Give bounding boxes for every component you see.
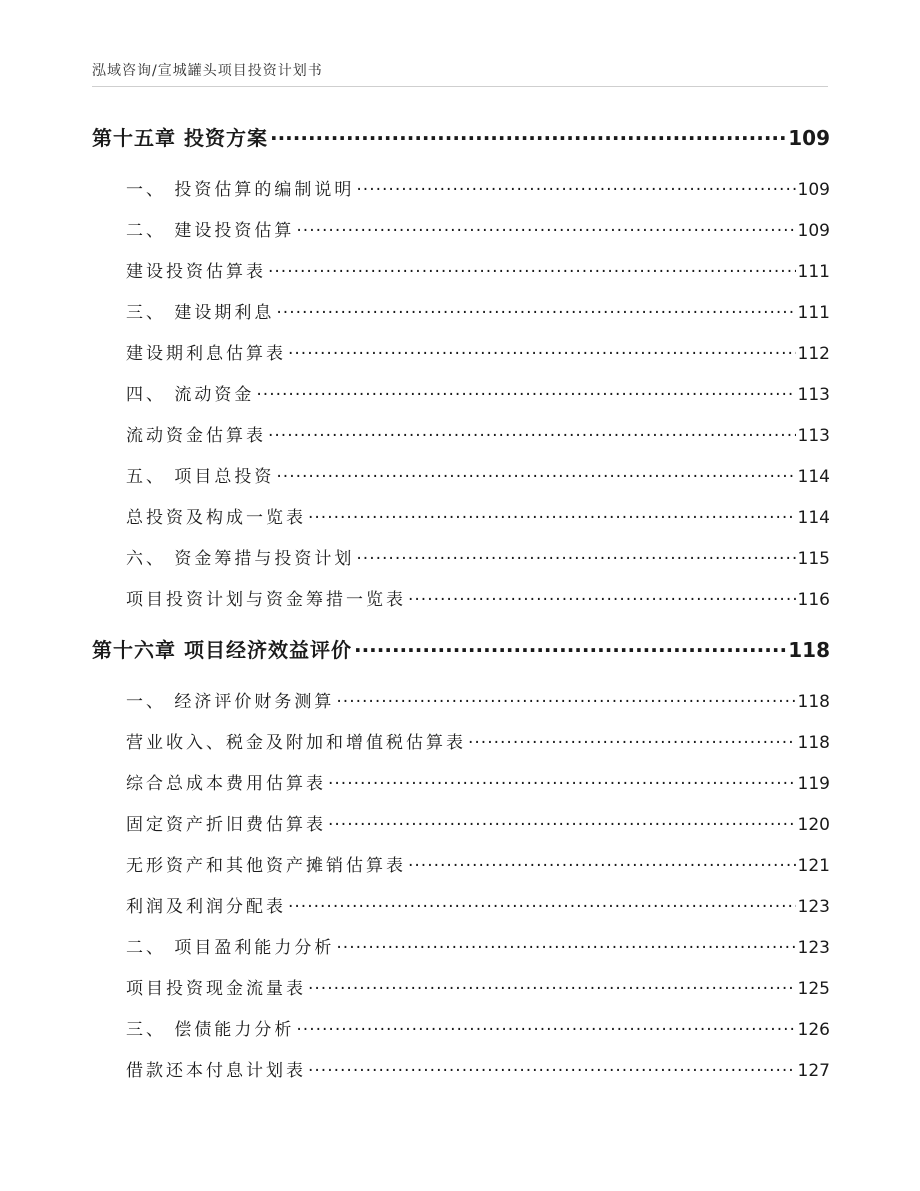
header-divider [92,86,828,87]
toc-entry-title: 利润及利润分配表 [126,897,286,917]
toc-entry[interactable] [92,974,830,1002]
dot-leader [296,1018,795,1035]
toc-chapter-16[interactable] [92,634,830,668]
toc-entry-title: 三、 建设期利息 [126,303,275,323]
dot-leader [276,301,795,318]
toc-entry[interactable] [92,421,830,449]
toc-entry[interactable] [92,503,830,531]
toc-entry-page: 120 [797,815,830,835]
toc-entry[interactable] [92,175,830,203]
toc-entry-page: 121 [797,856,830,876]
dot-leader [356,178,795,195]
dot-leader [354,637,786,657]
dot-leader [268,260,796,277]
toc-entry-title: 借款还本付息计划表 [126,1061,306,1081]
toc-entry-page: 115 [797,549,830,569]
toc-entry-title: 三、 偿债能力分析 [126,1020,295,1040]
toc-entry[interactable] [92,728,830,756]
toc-entry[interactable] [92,298,830,326]
dot-leader [288,895,796,912]
toc-entry-title: 建设期利息估算表 [126,344,286,364]
toc-entry-title: 二、 项目盈利能力分析 [126,938,335,958]
toc-entry-page: 109 [788,126,830,150]
toc-entry[interactable] [92,810,830,838]
toc-entry-title: 无形资产和其他资产摊销估算表 [126,856,406,876]
toc-entry-page: 123 [797,897,830,917]
toc-entry[interactable] [92,339,830,367]
dot-leader [356,547,795,564]
toc-entry[interactable] [92,380,830,408]
toc-entry-page: 118 [797,692,830,712]
toc-entry-page: 127 [797,1061,830,1081]
toc-entry-page: 114 [797,467,830,487]
toc-chapter-15[interactable] [92,122,830,156]
toc-entry-page: 116 [797,590,830,610]
toc-entry-title: 二、 建设投资估算 [126,221,295,241]
dot-leader [336,936,795,953]
toc-entry[interactable] [92,462,830,490]
toc-entry[interactable] [92,892,830,920]
dot-leader [270,125,786,145]
toc-entry-title: 五、 项目总投资 [126,467,275,487]
toc-entry-page: 109 [797,180,830,200]
dot-leader [296,219,795,236]
toc-entry[interactable] [92,769,830,797]
toc-entry-title: 一、 经济评价财务测算 [126,692,335,712]
toc-entry-title: 综合总成本费用估算表 [126,774,326,794]
dot-leader [408,588,796,605]
toc-entry-page: 113 [797,426,830,446]
dot-leader [308,1059,796,1076]
toc-entry-page: 112 [797,344,830,364]
dot-leader [308,506,796,523]
toc-entry-title: 固定资产折旧费估算表 [126,815,326,835]
toc-entry[interactable] [92,544,830,572]
toc-entry-title: 流动资金估算表 [126,426,266,446]
dot-leader [328,772,796,789]
toc-entry-page: 114 [797,508,830,528]
toc-entry-title: 建设投资估算表 [126,262,266,282]
toc-entry[interactable] [92,257,830,285]
toc-entry[interactable] [92,1015,830,1043]
toc-entry[interactable] [92,585,830,613]
toc-entry[interactable] [92,933,830,961]
toc-entry[interactable] [92,216,830,244]
toc-entry-title: 项目投资现金流量表 [126,979,306,999]
dot-leader [468,731,796,748]
toc-entry-title: 项目投资计划与资金筹措一览表 [126,590,406,610]
toc-entry-page: 119 [797,774,830,794]
toc-entry-page: 109 [797,221,830,241]
toc-entry-page: 125 [797,979,830,999]
dot-leader [336,690,795,707]
dot-leader [256,383,795,400]
toc-entry-page: 111 [797,262,830,282]
toc-entry-title: 第十六章 项目经济效益评价 [92,638,352,662]
toc-entry-page: 123 [797,938,830,958]
dot-leader [408,854,796,871]
toc-entry-title: 一、 投资估算的编制说明 [126,180,355,200]
toc-entry-page: 118 [797,733,830,753]
toc-entry[interactable] [92,687,830,715]
dot-leader [328,813,796,830]
toc-entry-title: 总投资及构成一览表 [126,508,306,528]
toc-entry-title: 四、 流动资金 [126,385,255,405]
dot-leader [288,342,796,359]
toc-entry-page: 113 [797,385,830,405]
dot-leader [308,977,796,994]
dot-leader [268,424,796,441]
dot-leader [276,465,795,482]
toc-entry-title: 六、 资金筹措与投资计划 [126,549,355,569]
toc-entry[interactable] [92,851,830,879]
toc-entry-title: 营业收入、税金及附加和增值税估算表 [126,733,466,753]
toc-entry[interactable] [92,1056,830,1084]
toc-entry-page: 126 [797,1020,830,1040]
page-header: 泓域咨询/宣城罐头项目投资计划书 [92,63,323,79]
toc-entry-page: 111 [797,303,830,323]
toc-entry-page: 118 [788,638,830,662]
toc-entry-title: 第十五章 投资方案 [92,126,268,150]
